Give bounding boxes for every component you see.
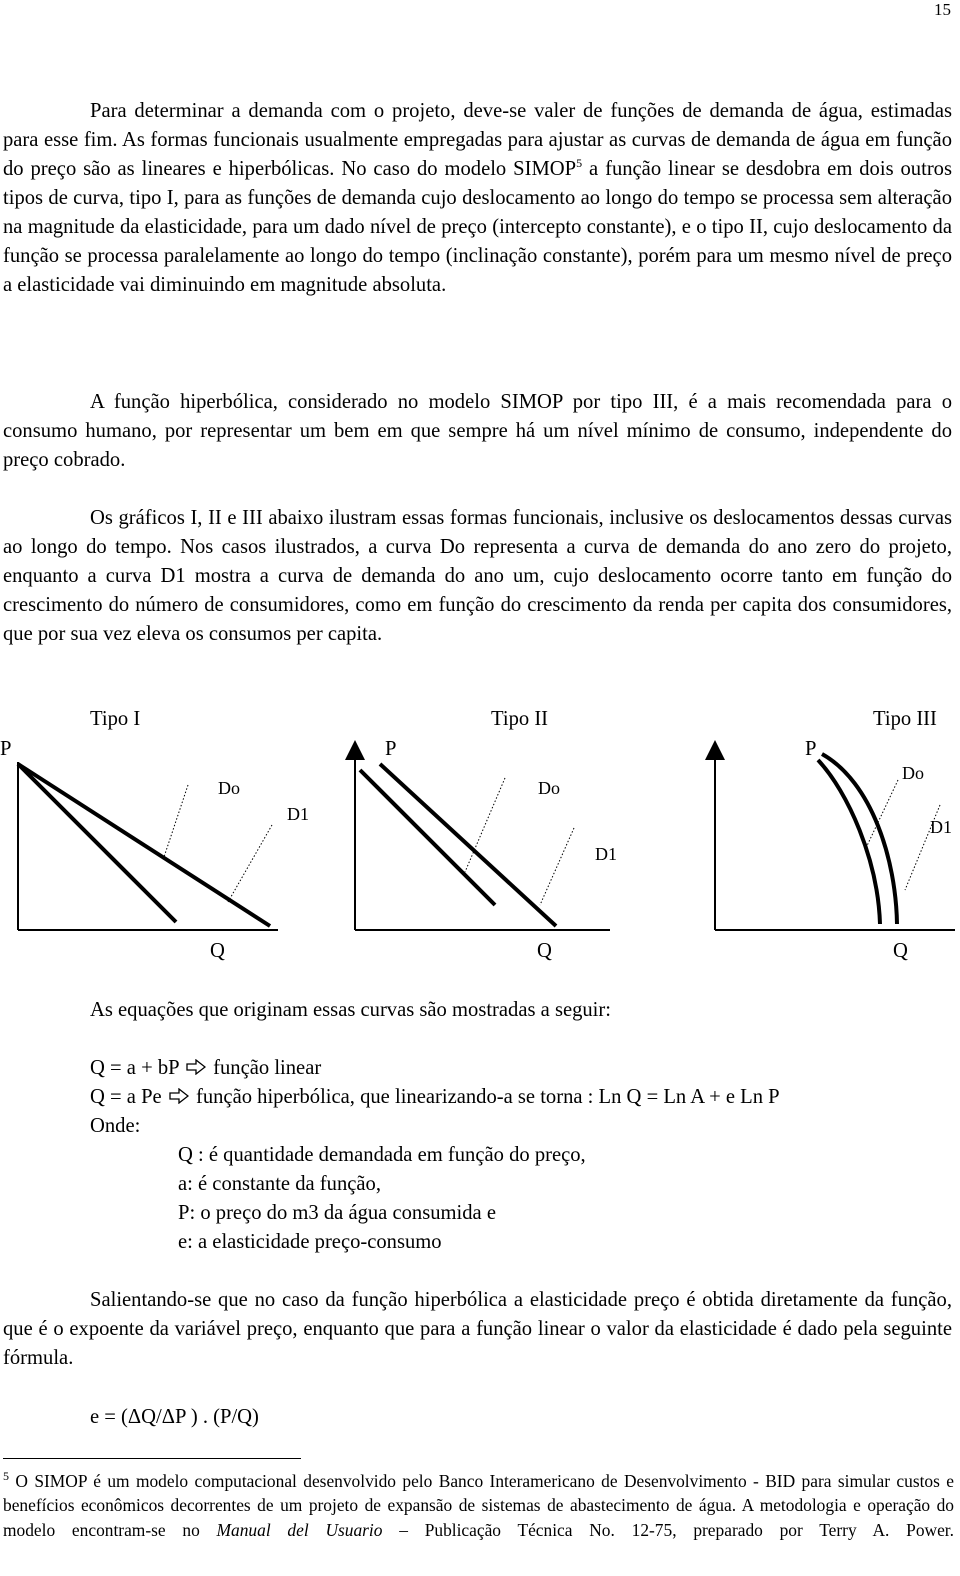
demand-curves-figure [0, 700, 960, 980]
graph2-label-do: Do [538, 778, 560, 798]
graph1-label-d1: D1 [287, 804, 309, 824]
equation-where: Onde: [90, 1115, 141, 1137]
elasticity-formula: e = (ΔQ/ΔP ) . (P/Q) [90, 1406, 259, 1428]
graph2-leader-d1 [540, 828, 574, 905]
footnote [3, 1469, 954, 1542]
graph1-leader-d1 [228, 825, 272, 902]
paragraph-graphs-description [3, 504, 952, 649]
paragraph-hyperbolic [3, 388, 952, 475]
hollow-arrow-icon [186, 1059, 206, 1075]
para1-tail: a função linear se desdobra em dois outros tipos de curva, tipo I, para as funções de demanda cujo deslocamento ao longo do tempo se processa sem alteração na magnitude da elasticidade, para um dado nível de preço (intercepto constante), e o tipo II, cujo deslocamento da função se processa paralelamente ao longo do tempo (inclinação constante), porém para um mesmo nível de preço a elasticidade vai diminuindo em magnitude absoluta. [3, 158, 952, 296]
graph-tipo-ii [355, 750, 610, 930]
definition-a: a: é constante da função, [178, 1173, 381, 1195]
footnote-mark: 5 [3, 1469, 9, 1484]
graph2-label-d1: D1 [595, 844, 617, 864]
graph3-label-do: Do [902, 763, 924, 783]
graph2-x-label: Q [537, 940, 552, 962]
graph1-x-label: Q [210, 940, 225, 962]
para4-text: Salientando-se que no caso da função hiperbólica a elasticidade preço é obtida diretamente da função, que é o expoente da variável preço, enquanto que para a função linear o valor da elasticidade é dado pela seguinte fórmula. [3, 1289, 952, 1369]
equation-hyper-lhs: Q = a Pe [90, 1086, 162, 1108]
graph1-leader-do [163, 785, 188, 860]
graph1-label-do: Do [218, 778, 240, 798]
graph3-curve-do [818, 760, 880, 924]
graph3-x-label: Q [893, 940, 908, 962]
graph2-title: Tipo II [491, 708, 549, 730]
footnote-ref: 5 [576, 156, 583, 171]
footnote-text: O SIMOP é um modelo computacional desenvolvido pelo Banco Interamericano de Desenvolvimento - BID para simular custos e benefícios econômicos decorrentes de um projeto de expansão de sistemas de abastecimento de água. A metodologia e operação do modelo encontram-se no [3, 1471, 954, 1540]
definition-q: Q : é quantidade demandada em função do preço, [178, 1144, 586, 1166]
hollow-arrow-icon [169, 1088, 189, 1104]
graph2-leader-do [465, 778, 505, 872]
graph1-curve-do [18, 764, 176, 922]
graph2-curve-d1 [380, 764, 556, 926]
para3-text: Os gráficos I, II e III abaixo ilustram essas formas funcionais, inclusive os deslocamentos dessas curvas ao longo do tempo. Nos casos ilustrados, a curva Do representa a curva de demanda do ano zero do projeto, enquanto a curva D1 mostra a curva de demanda do ano um, cujo deslocamento ocorre tanto em função do crescimento do número de consumidores, como em função do crescimento da renda per capita dos consumidores, que por sua vez eleva os consumos per capita. [3, 507, 952, 645]
graph1-y-label: P [0, 738, 12, 760]
equation-linear [90, 1054, 950, 1083]
footnote-separator [3, 1458, 301, 1459]
equation-hyperbolic [90, 1083, 950, 1112]
para2-text: A função hiperbólica, considerado no modelo SIMOP por tipo III, é a mais recomendada para o consumo humano, por representar um bem em que sempre há um nível mínimo de consumo, independente do preço cobrado. [3, 391, 952, 471]
graph3-label-d1: D1 [930, 817, 952, 837]
graph3-title: Tipo III [873, 708, 937, 730]
footnote-manual-title: Manual del Usuario [216, 1519, 383, 1540]
paragraph-demand-functions [3, 97, 952, 300]
graph1-title: Tipo I [90, 708, 141, 730]
paragraph-elasticity [3, 1286, 952, 1373]
graph2-curve-do [360, 770, 495, 905]
equation-hyper-label: função hiperbólica, que linearizando-a se torna : Ln Q = Ln A + e Ln P [195, 1086, 780, 1108]
definition-p: P: o preço do m3 da água consumida e [178, 1202, 496, 1224]
equation-linear-label: função linear [213, 1057, 322, 1079]
para1-lead: Para determinar a demanda com o projeto, deve-se valer de funções de demanda de água, estimadas para esse fim. As formas funcionais usualmente empregadas para ajustar as curvas de demanda de água em função do preço são as lineares e hiperbólicas. No caso do modelo SIMOP [3, 100, 952, 180]
definition-e: e: a elasticidade preço-consumo [178, 1231, 442, 1253]
equation-linear-lhs: Q = a + bP [90, 1057, 179, 1079]
footnote-text-end: – Publicação Técnica No. 12-75, preparado por Terry A. Power. [382, 1519, 954, 1540]
graph3-y-label: P [805, 738, 817, 760]
graph2-y-label: P [385, 738, 397, 760]
equations-intro: As equações que originam essas curvas são mostradas a seguir: [90, 999, 611, 1021]
page-number: 15 [934, 0, 951, 19]
